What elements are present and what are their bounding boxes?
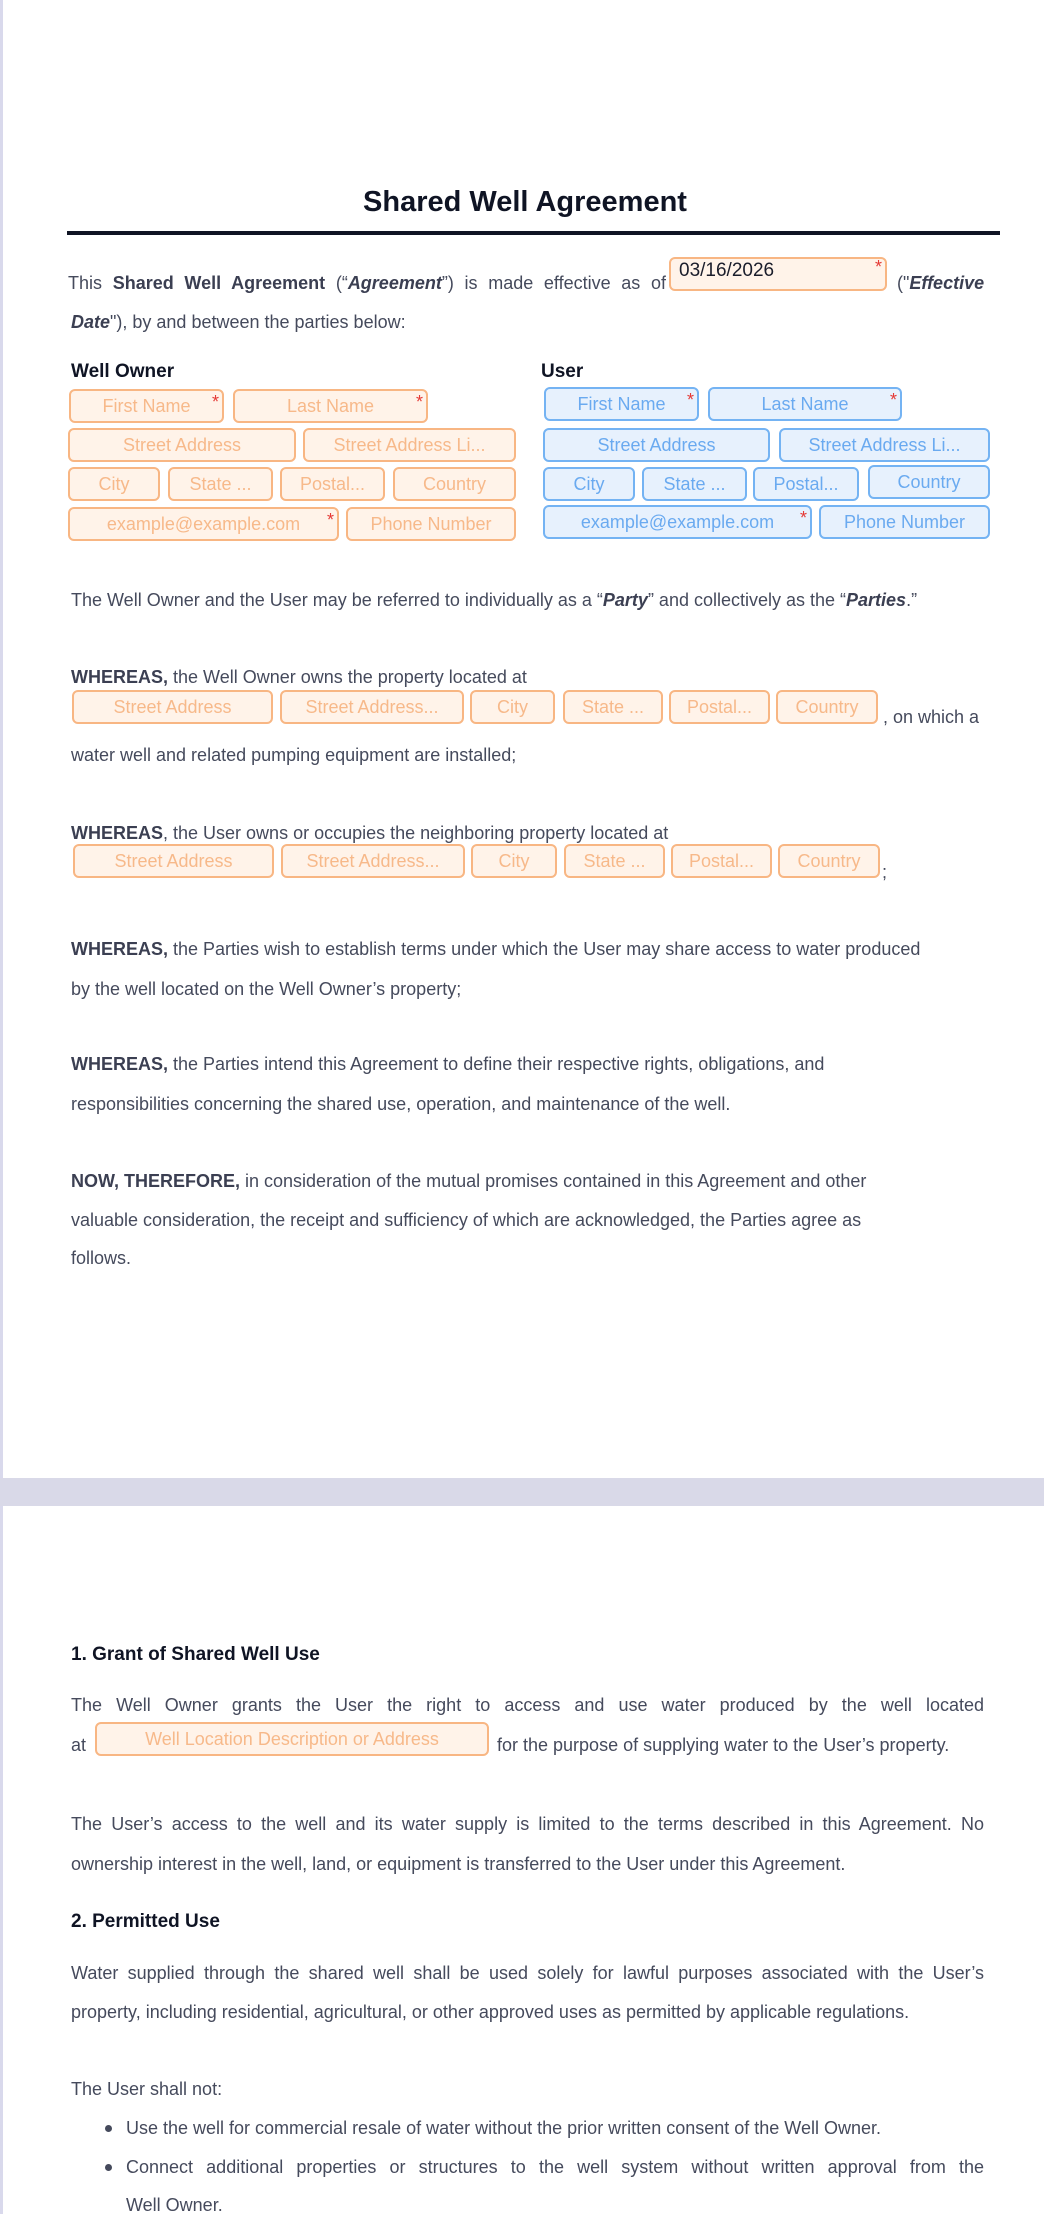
owner-last-name-field[interactable] <box>233 389 428 423</box>
user-property-state-field[interactable]: State ... <box>564 844 665 878</box>
section-2-heading: 2. Permitted Use <box>71 1911 220 1932</box>
whereas-2-line-1 <box>71 821 668 845</box>
section-1-p2-line-2: ownership interest in the well, land, or equipment is transferred to the User under this Agreement. <box>71 1854 846 1874</box>
whereas-4-line-2: responsibilities concerning the shared use, operation, and maintenance of the well. <box>71 1094 731 1114</box>
section-1-heading: 1. Grant of Shared Well Use <box>71 1644 320 1665</box>
intro-bold-italic: Effective <box>909 273 985 293</box>
text: in consideration of the mutual promises contained in this Agreement and other <box>240 1171 867 1191</box>
owner-property-city-field[interactable]: City <box>470 690 555 724</box>
effective-date-field[interactable] <box>669 257 887 291</box>
intro-text: This <box>68 273 113 293</box>
effective-date-value: 03/16/2026 <box>679 260 775 281</box>
shall-not-intro: The User shall not: <box>71 2079 223 2099</box>
user-street-field[interactable]: Street Address <box>543 428 770 462</box>
user-last-name-field[interactable] <box>708 387 902 421</box>
owner-phone-field[interactable]: Phone Number <box>346 507 516 541</box>
user-property-country-field[interactable]: Country <box>778 844 880 878</box>
whereas-3-line-1 <box>71 937 920 961</box>
owner-first-name-field[interactable] <box>69 389 224 423</box>
user-property-postal-field[interactable]: Postal... <box>671 844 772 878</box>
user-property-street-field[interactable]: Street Address <box>73 844 274 878</box>
owner-property-country-field[interactable]: Country <box>776 690 878 724</box>
owner-property-street-field[interactable]: Street Address <box>72 690 273 724</box>
section-2-p1-line-2: property, including residential, agricultural, or other approved uses as permitted by applicable regulations. <box>71 2002 910 2022</box>
well-location-field[interactable]: Well Location Description or Address <box>95 1722 489 1756</box>
bullet-2-line-2: Well Owner. <box>126 2195 223 2215</box>
owner-street2-field[interactable]: Street Address Li... <box>303 428 516 462</box>
title-divider <box>67 231 1000 235</box>
text: the Parties wish to establish terms under which the User may share access to water produced <box>168 939 921 959</box>
intro-bold-italic: Date <box>71 312 111 332</box>
user-heading: User <box>541 361 584 382</box>
owner-postal-field[interactable]: Postal... <box>280 467 385 501</box>
user-country-field[interactable]: Country <box>868 465 990 499</box>
required-asterisk: * <box>799 508 807 528</box>
intro-text: "), by and between the parties below: <box>110 312 406 332</box>
text: , the User owns or occupies the neighboring property located at <box>163 823 669 843</box>
text: the Parties intend this Agreement to define their respective rights, obligations, and <box>168 1054 825 1074</box>
intro-bold-italic: Agreement <box>347 273 442 293</box>
whereas-1-line-1 <box>71 665 527 689</box>
required-asterisk: * <box>211 392 219 412</box>
user-state-field[interactable]: State ... <box>642 467 747 501</box>
placeholder: Last Name <box>286 396 375 416</box>
owner-country-field[interactable]: Country <box>393 467 516 501</box>
whereas-4-line-1 <box>71 1052 824 1076</box>
owner-property-postal-field[interactable]: Postal... <box>669 690 770 724</box>
user-email-field[interactable] <box>543 505 812 539</box>
whereas-1-line-2: water well and related pumping equipment are installed; <box>71 745 517 765</box>
section-1-p1-line-2: for the purpose of supplying water to the User’s property. <box>497 1735 950 1755</box>
owner-street-field[interactable]: Street Address <box>68 428 296 462</box>
bullet-icon <box>105 2164 112 2171</box>
placeholder: example@example.com <box>580 512 775 532</box>
whereas-label: WHEREAS <box>71 823 164 843</box>
section-2-p1-line-1: Water supplied through the shared well shall be used solely for lawful purposes associated with the User’s <box>71 1963 984 1983</box>
document-page-2 <box>0 1506 1044 2214</box>
user-city-field[interactable]: City <box>543 467 635 501</box>
owner-state-field[interactable]: State ... <box>168 467 273 501</box>
section-1-p1-line-1: The Well Owner grants the User the right to access and use water produced by the well located <box>71 1695 984 1715</box>
required-asterisk: * <box>686 390 694 410</box>
intro-line-2 <box>71 310 406 334</box>
placeholder: First Name <box>577 394 666 414</box>
intro-line-1-tail <box>897 271 984 295</box>
required-asterisk: * <box>415 392 423 412</box>
now-therefore-line-1 <box>71 1169 866 1193</box>
bullet-1-text: Use the well for commercial resale of water without the prior written consent of the Well Owner. <box>126 2118 881 2138</box>
owner-city-field[interactable]: City <box>68 467 160 501</box>
intro-text: (" <box>897 273 910 293</box>
placeholder: example@example.com <box>106 514 301 534</box>
text-bold-italic: Parties <box>846 590 907 610</box>
owner-property-street2-field[interactable]: Street Address... <box>280 690 464 724</box>
required-asterisk: * <box>874 257 882 277</box>
owner-property-state-field[interactable]: State ... <box>563 690 663 724</box>
intro-text: ”) is made effective as of <box>441 273 666 293</box>
whereas-3-line-2: by the well located on the Well Owner’s property; <box>71 979 462 999</box>
text: The Well Owner and the User may be referred to individually as a “ <box>71 590 603 610</box>
placeholder: Last Name <box>761 394 849 414</box>
required-asterisk: * <box>326 510 334 530</box>
well-owner-heading: Well Owner <box>71 361 175 382</box>
text: the Well Owner owns the property located at <box>168 667 527 687</box>
user-property-city-field[interactable]: City <box>471 844 557 878</box>
required-asterisk: * <box>889 390 897 410</box>
user-property-street2-field[interactable]: Street Address... <box>281 844 465 878</box>
text: .” <box>906 590 918 610</box>
section-1-p1-at: at <box>71 1735 87 1755</box>
user-first-name-field[interactable] <box>544 387 699 421</box>
whereas-1-tail: , on which a <box>883 707 980 727</box>
whereas-label: WHEREAS, <box>71 667 169 687</box>
user-street2-field[interactable]: Street Address Li... <box>779 428 990 462</box>
section-1-p2-line-1: The User’s access to the well and its water supply is limited to the terms described in this Agreement. No <box>71 1814 984 1834</box>
now-therefore-line-3: follows. <box>71 1248 132 1268</box>
bullet-2-line-1: Connect additional properties or structures to the well system without written approval from the <box>126 2157 984 2177</box>
whereas-label: WHEREAS, <box>71 939 169 959</box>
intro-bold: Shared Well Agreement <box>112 273 326 293</box>
placeholder: First Name <box>102 396 191 416</box>
intro-line-1 <box>68 271 666 295</box>
bullet-icon <box>105 2125 112 2132</box>
page-separator <box>0 1478 1044 1506</box>
page-title: Shared Well Agreement <box>363 186 687 218</box>
now-therefore-label: NOW, THEREFORE, <box>71 1171 241 1191</box>
now-therefore-line-2: valuable consideration, the receipt and sufficiency of which are acknowledged, the Parties agree as <box>71 1210 862 1230</box>
user-postal-field[interactable]: Postal... <box>753 467 859 501</box>
text-bold-italic: Party <box>602 590 648 610</box>
whereas-label: WHEREAS, <box>71 1054 169 1074</box>
intro-text: (“ <box>325 273 348 293</box>
whereas-2-tail: ; <box>882 862 888 882</box>
user-phone-field[interactable]: Phone Number <box>819 505 990 539</box>
parties-definition <box>71 588 917 612</box>
text: ” and collectively as the “ <box>647 590 847 610</box>
owner-email-field[interactable] <box>68 507 339 541</box>
